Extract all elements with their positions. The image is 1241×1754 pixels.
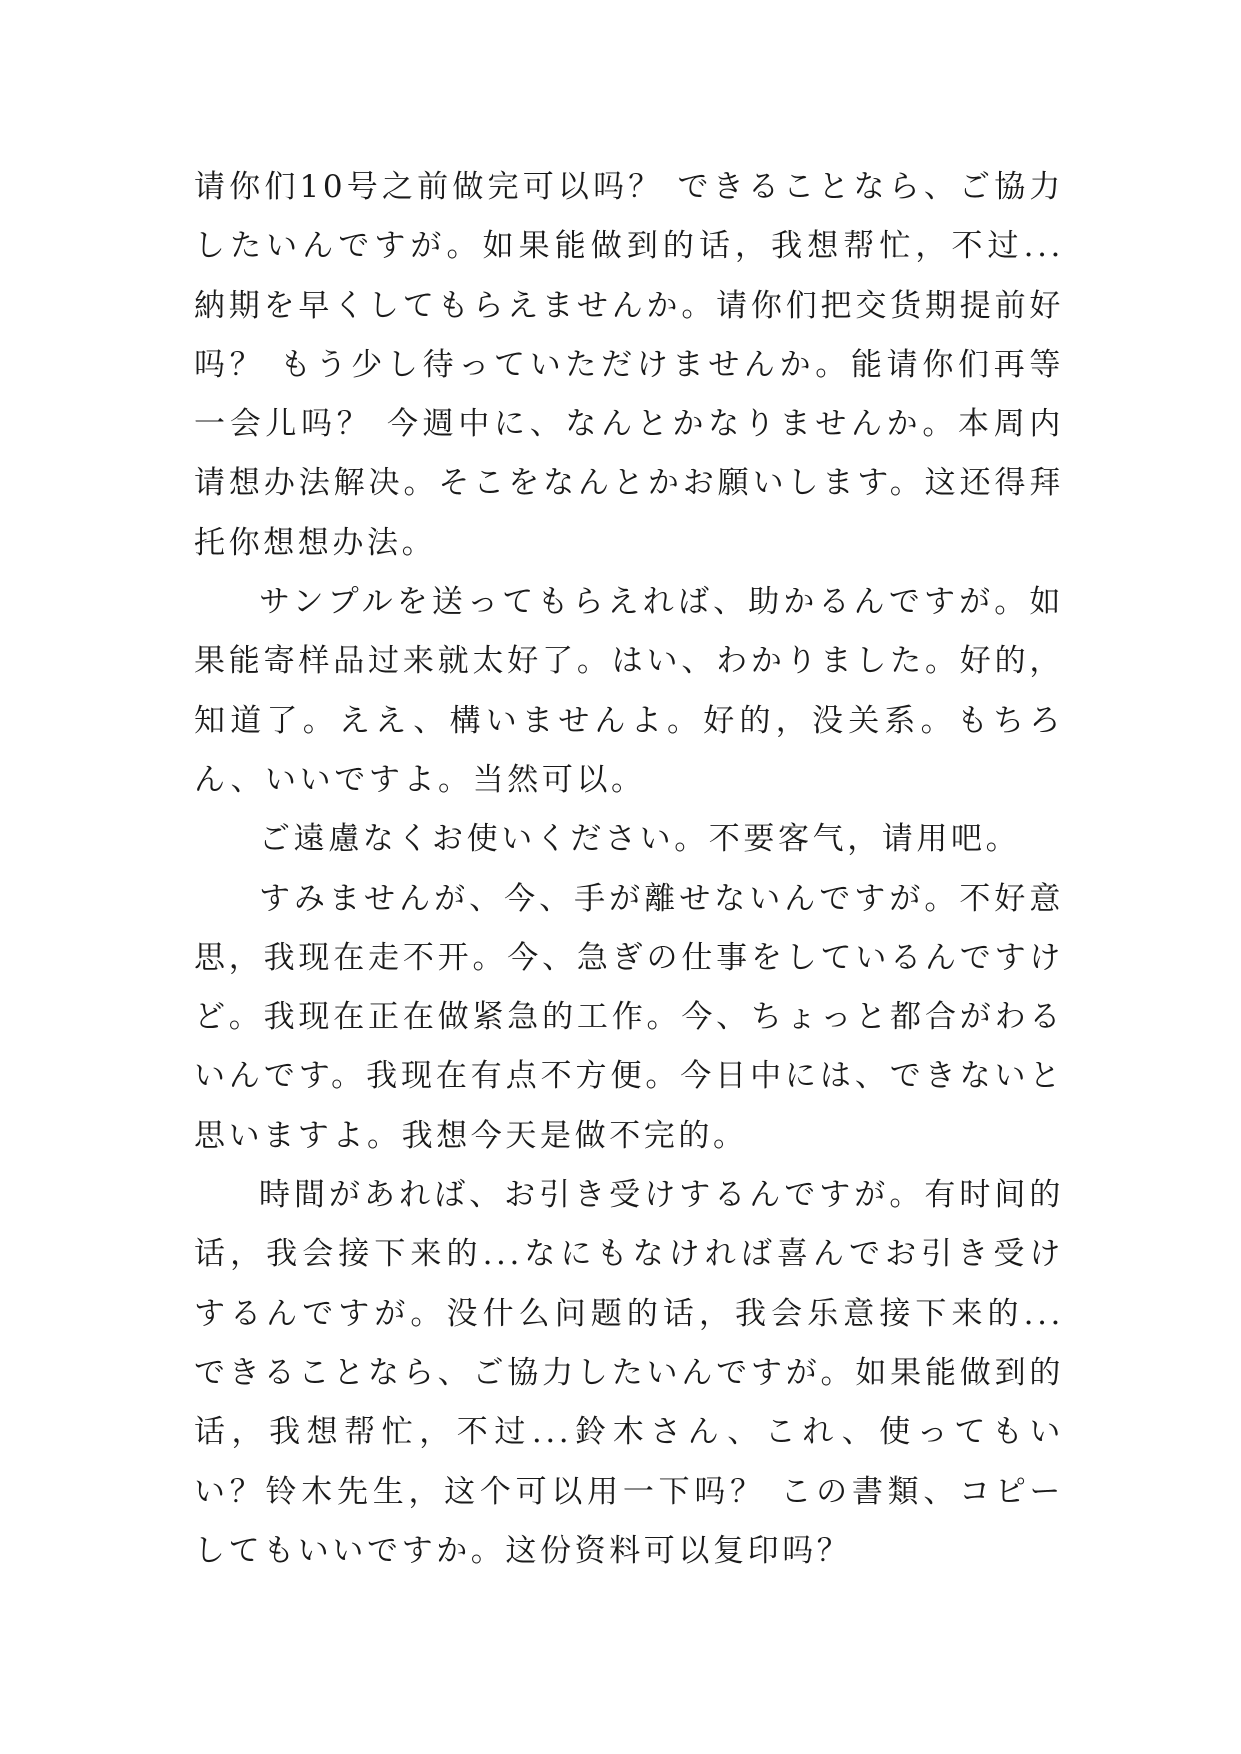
document-body — [194, 158, 1064, 1581]
paragraph-4: すみませんが、今、手が離せないんですが。不好意思，我现在走不开。今、急ぎの仕事をしているんですけど。我现在正在做紧急的工作。今、ちょっと都合がわるいんです。我现在有点不方便。今日中には、できないと思いますよ。我想今天是做不完的。 — [194, 880, 1064, 1154]
paragraph-5: 時間があれば、お引き受けするんですが。有时间的话，我会接下来的...なにもなければ喜んでお引き受けするんですが。没什么问题的话，我会乐意接下来的...できることなら、ご協力したいんですが。如果能做到的话，我想帮忙，不过...鈴木さん、これ、使ってもいい？铃木先生，这个可以用一下吗？ この書類、コピーしてもいいですか。这份资料可以复印吗？ — [194, 1177, 1064, 1569]
paragraph-3: ご遠慮なくお使いください。不要客气，请用吧。 — [259, 821, 1021, 858]
paragraph-1: 请你们10号之前做完可以吗？ できることなら、ご協力したいんですが。如果能做到的话，我想帮忙，不过...納期を早くしてもらえませんか。请你们把交货期提前好吗？ もう少し待っていただけませんか。能请你们再等一会儿吗？ 今週中に、なんとかなりませんか。本周内请想办法解决。そこをなんとかお願いします。这还得拜托你想想办法。 — [194, 169, 1064, 561]
paragraph-2: サンプルを送ってもらえれば、助かるんですが。如果能寄样品过来就太好了。はい、わかりました。好的，知道了。ええ、構いませんよ。好的，没关系。もちろん、いいですよ。当然可以。 — [194, 584, 1064, 798]
